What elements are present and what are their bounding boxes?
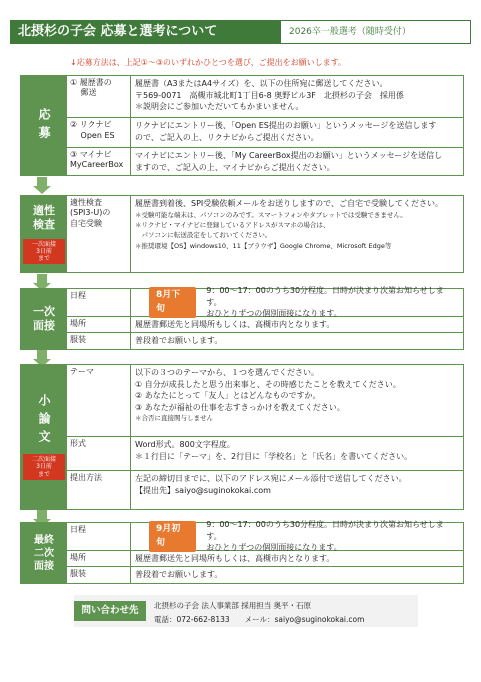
row-line: ますので、ご記入の上、マイナビからご提出ください。 bbox=[135, 162, 335, 172]
row-line: 履歴書郵送先と同場所もしくは、高槻市内となります。 bbox=[135, 320, 335, 329]
essay-format-row bbox=[67, 437, 463, 471]
row-key: テーマ bbox=[67, 365, 131, 436]
note-line: ＊合否に直接関与しません bbox=[135, 414, 213, 423]
apply-row-mynavi bbox=[67, 148, 463, 175]
deadline-badge: 一次面接 3日前 まで bbox=[23, 239, 65, 265]
essay-submit-row bbox=[67, 471, 463, 509]
interview1-date-row bbox=[67, 286, 463, 319]
row-key: ③ マイナビ MyCareerBox bbox=[67, 148, 131, 175]
row-line: 以下の３つのテーマから、１つを選んでください。 bbox=[135, 368, 319, 377]
row-key: ② リクナビ Open ES bbox=[67, 118, 131, 147]
row-key: 日程 bbox=[67, 523, 131, 550]
contact-box bbox=[74, 595, 418, 627]
apply-row-mail bbox=[67, 76, 463, 118]
contact-label: 問い合わせ先 bbox=[74, 601, 146, 621]
section-apply bbox=[20, 75, 464, 176]
page-subtitle: 2026卒一般選考（随時受付） bbox=[280, 20, 471, 44]
row-line: 普段着でお願いします。 bbox=[135, 336, 223, 345]
section-aptitude bbox=[20, 195, 464, 273]
row-key: 服装 bbox=[67, 333, 131, 349]
note-line: ＊リクナビ・マイナビに登録しているアドレスがスマホの場合は、 bbox=[135, 220, 330, 229]
flow-arrow-icon bbox=[33, 177, 51, 194]
section-label bbox=[21, 365, 67, 509]
deadline-badge: 二次面接 3日前 まで bbox=[23, 454, 65, 480]
row-line: Word形式。800文字程度。 bbox=[135, 440, 235, 449]
section-essay bbox=[20, 364, 464, 510]
row-line: ③ あなたが福祉の仕事を志すきっかけを教えてください。 bbox=[135, 402, 345, 412]
interview1-place-row bbox=[67, 317, 463, 333]
section-label bbox=[21, 523, 67, 583]
section-label-text: 適性 検査 bbox=[33, 203, 55, 232]
row-key: 場所 bbox=[67, 317, 131, 332]
row-line: 9：00～17：00のうち30分程度。日時が決まり次第お知らせします。 bbox=[206, 520, 444, 541]
date-badge: 8月下旬 bbox=[149, 287, 196, 317]
section-label bbox=[21, 196, 67, 272]
date-badge: 9月初旬 bbox=[149, 521, 196, 551]
row-line: マイナビにエントリー後、「My CareerBox提出のお願い」というメッセージを送信し bbox=[135, 151, 443, 160]
aptitude-row bbox=[67, 196, 463, 272]
row-line: 〒569-0071 高槻市城北町1丁目6-8 奥野ビル3F 北摂杉の子会 採用係 bbox=[135, 90, 404, 100]
row-key: 適性検査 (SPI3-U)の 自宅受験 bbox=[67, 196, 131, 272]
row-line: 履歴書（A3またはA4サイズ）を、以下の住所宛に郵送してください。 bbox=[135, 79, 388, 88]
note-line: パソコンに転送設定をしておいてください。 bbox=[135, 231, 272, 240]
row-line: ＊１行目に「テーマ」を、2行目に「学校名」と「氏名」を書いてください。 bbox=[135, 451, 413, 461]
row-key: 形式 bbox=[67, 437, 131, 470]
row-key: 提出方法 bbox=[67, 471, 131, 509]
row-key: 服装 bbox=[67, 567, 131, 583]
note-line: ＊推奨環境【OS】windows10、11【ブラウザ】Google Chrome、Microsoft Edge等 bbox=[135, 241, 392, 250]
section-label bbox=[21, 289, 67, 349]
row-line: おひとりずつの個別面接になります。 bbox=[206, 309, 342, 319]
interview1-dress-row bbox=[67, 333, 463, 349]
apply-row-rikunabi bbox=[67, 118, 463, 148]
section-label-text: 最終 二次 面接 bbox=[34, 534, 54, 572]
row-key: ① 履歴書の 郵送 bbox=[67, 76, 131, 117]
row-line: 普段着でお願いします。 bbox=[135, 570, 223, 579]
section-interview1 bbox=[20, 288, 464, 350]
essay-theme-row bbox=[67, 365, 463, 437]
title-bar bbox=[10, 20, 471, 44]
row-key: 場所 bbox=[67, 551, 131, 566]
row-line: 履歴書郵送先と同場所もしくは、高槻市内となります。 bbox=[135, 554, 335, 563]
section-label bbox=[21, 76, 67, 175]
contact-line: 北摂杉の子会 法人事業部 採用担当 奥平・石原 bbox=[154, 601, 312, 610]
section-label-text: 小論文 bbox=[37, 394, 52, 449]
row-line: ので、ご記入の上、リクナビからご提出ください。 bbox=[135, 133, 319, 142]
section-label-text: 一次 面接 bbox=[33, 304, 55, 332]
row-line: 左記の締切日までに、以下のアドレス宛にメール添付で送信してください。 bbox=[135, 474, 407, 483]
page-title: 北摂杉の子会 応募と選考について bbox=[10, 20, 280, 44]
row-line: ＊説明会にご参加いただいてもかまいません。 bbox=[135, 102, 304, 112]
note-line: ＊受験可能な端末は、パソコンのみです。スマートフォンやタブレットでは受験できません。 bbox=[135, 210, 407, 219]
row-line: おひとりずつの個別面接になります。 bbox=[206, 543, 342, 553]
row-line: 9：00～17：00のうち30分程度。日時が決まり次第お知らせします。 bbox=[206, 286, 444, 307]
row-line: ① 自分が成長したと思う出来事と、その時感じたことを教えてください。 bbox=[135, 379, 401, 389]
section-final-interview bbox=[20, 522, 464, 584]
final-dress-row bbox=[67, 567, 463, 583]
row-key: 日程 bbox=[67, 289, 131, 316]
final-place-row bbox=[67, 551, 463, 567]
final-date-row bbox=[67, 520, 463, 553]
row-line: リクナビにエントリー後、「Open ES提出のお願い」というメッセージを送信します bbox=[135, 121, 437, 131]
section-label-text: 応募 bbox=[37, 107, 52, 144]
row-line: ② あなたにとって「友人」とはどんなものですか。 bbox=[135, 391, 321, 401]
row-line: 履歴書到着後、SPI受験依頼メールをお送りしますので、ご自宅で受験してください。 bbox=[135, 199, 443, 208]
contact-line: 電話：072-662-8133 メール：saiyo@suginokokai.com bbox=[154, 615, 365, 625]
intro-note: ↓応募方法は、上記①～③のいずれかひとつを選び、ご提出をお願いします。 bbox=[70, 58, 346, 67]
row-line: 【提出先】saiyo@suginokokai.com bbox=[135, 485, 271, 495]
